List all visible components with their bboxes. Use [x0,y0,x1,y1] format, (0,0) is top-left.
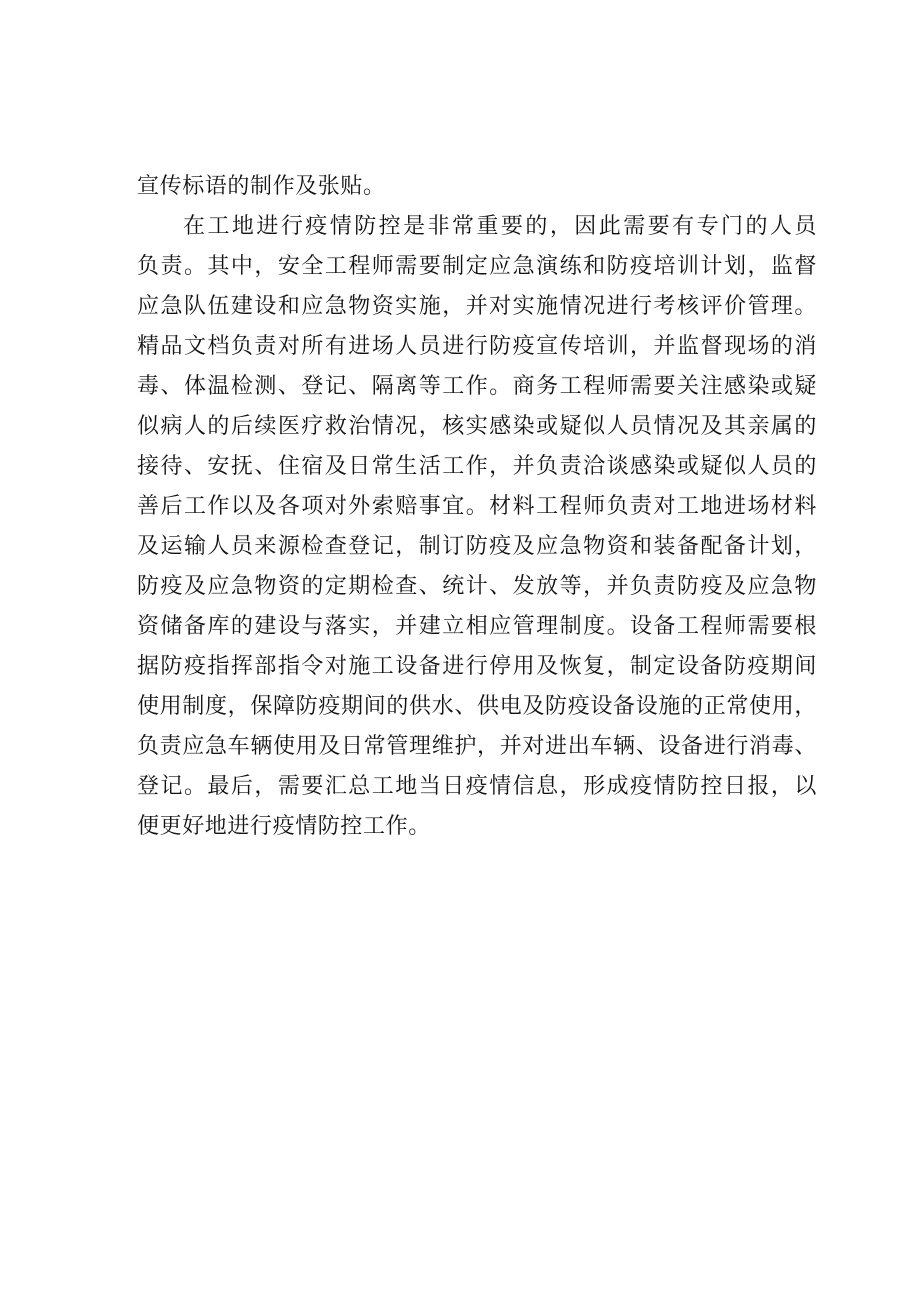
text-line: 负责。其中，安全工程师需要制定应急演练和防疫培训计划，监督 [137,254,817,279]
text-line: 应急队伍建设和应急物资实施，并对实施情况进行考核评价管理。 [137,294,817,319]
text-line-continuation: 宣传标语的制作及张贴。 [137,174,386,199]
text-line: 资储备库的建设与落实，并建立相应管理制度。设备工程师需要根 [137,614,817,639]
paragraph-last-line: 便更好地进行疫情防控工作。 [137,814,431,839]
text-line: 毒、体温检测、登记、隔离等工作。商务工程师需要关注感染或疑 [137,374,817,399]
text-line: 及运输人员来源检查登记，制订防疫及应急物资和装备配备计划， [137,534,817,559]
text-line: 登记。最后，需要汇总工地当日疫情信息，形成疫情防控日报，以 [137,774,817,799]
text-line: 精品文档负责对所有进场人员进行防疫宣传培训，并监督现场的消 [137,334,817,359]
text-line: 使用制度，保障防疫期间的供水、供电及防疫设备设施的正常使用， [137,694,817,719]
text-line: 负责应急车辆使用及日常管理维护，并对进出车辆、设备进行消毒、 [137,734,817,759]
text-line: 似病人的后续医疗救治情况，核实感染或疑似人员情况及其亲属的 [137,414,817,439]
text-line: 接待、安抚、住宿及日常生活工作，并负责洽谈感染或疑似人员的 [137,454,817,479]
text-line: 善后工作以及各项对外索赔事宜。材料工程师负责对工地进场材料 [137,494,817,519]
text-line: 防疫及应急物资的定期检查、统计、发放等，并负责防疫及应急物 [137,574,817,599]
paragraph-first-line: 在工地进行疫情防控是非常重要的，因此需要有专门的人员 [183,214,817,239]
text-line: 据防疫指挥部指令对施工设备进行停用及恢复，制定设备防疫期间 [137,654,817,679]
body-text [137,167,817,847]
